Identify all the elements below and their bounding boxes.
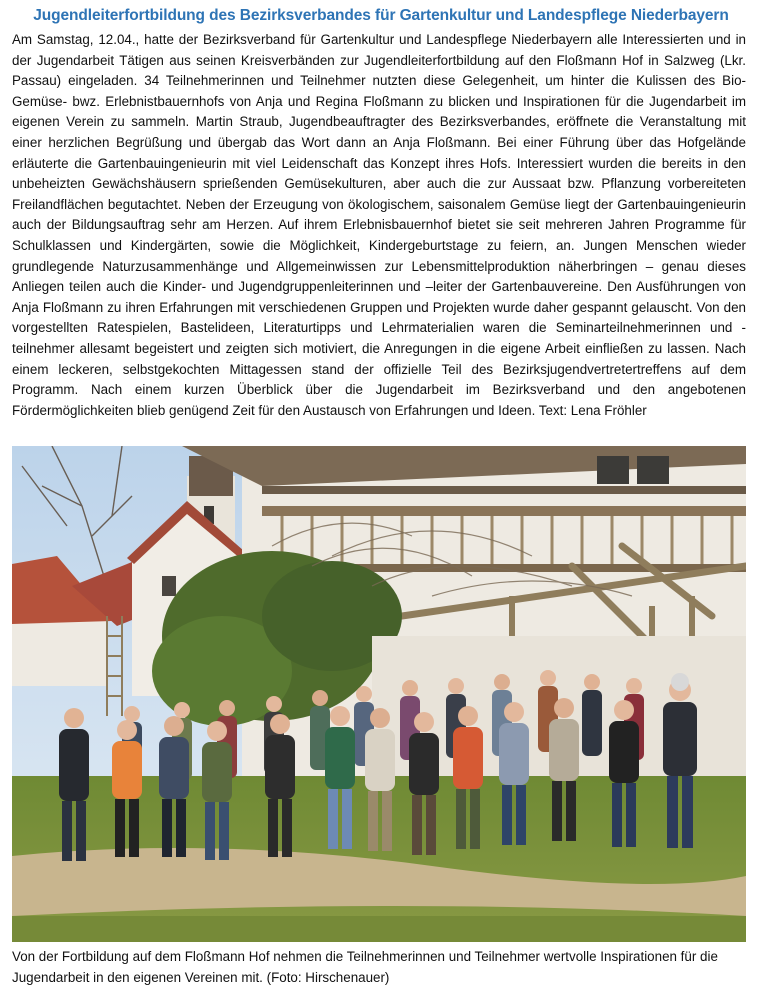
document-title: Jugendleiterfortbildung des Bezirksverbandes für Gartenkultur und Landespflege Niederbayern <box>33 7 729 24</box>
group-photo <box>12 446 746 942</box>
group-photo-illustration <box>12 446 746 942</box>
photo-caption: Von der Fortbildung auf dem Floßmann Hof nehmen die Teilnehmerinnen und Teilnehmer wertvolle Inspirationen für die Jugendarbeit in den eigenen Vereinen mit. (Foto: Hirschenauer) <box>12 949 718 985</box>
article-body: Am Samstag, 12.04., hatte der Bezirksverband für Gartenkultur und Landespflege Niederbayern alle Interessierten und in der Jugendarbeit Tätigen aus seinen Kreisverbänden zur Jugendleiterfortbildung auf den Floßmann Hof in Salzweg (Lkr. Passau) eingeladen. 34 Teilnehmerinnen und Teilnehmer nutzten diese Gelegenheit, um hinter die Kulissen des Bio-Gemüse- bwz. Erlebnistbauernhofs von Anja und Regina Floßmann zu blicken und Inspirationen für die Jugendarbeit im eigenen Verein zu sammeln. Martin Straub, Jugendbeauftragter des Bezirksverbandes, eröffnete die Veranstaltung mit einer herzlichen Begrüßung und übergab das Wort dann an Anja Floßmann. Bei einer Führung über das Hofgelände erläuterte die Gartenbauingenieurin mit viel Leidenschaft das Konzept ihres Hofs. Interessiert wurden die bereits in den unbeheizten Gewächshäusern sprießenden Gemüsekulturen, aber auch die zur Aussaat bzw. Pflanzung vorbereiteten Freilandflächen begutachtet. Neben der Erzeugung von ökologischem, saisonalem Gemüse liegt der Gartenbauingenieurin auch der Bildungsauftrag sehr am Herzen. Auf ihrem Erlebnisbauernhof bietet sie seit mehreren Jahren Programme für Schulklassen und Kindergärten, sowie die Möglichkeit, Kindergeburtstage zu feiern, an. Jungen Menschen wieder grundlegende Naturzusammenhänge und Allgemeinwissen zur Lebensmittelproduktion näherbringen – genau dieses Anliegen teilen auch die Kinder- und Jugendgruppenleiterinnen und –leiter der Gartenbauvereine. Den Ausführungen von Anja Floßmann zu ihren Erfahrungen mit verschiedenen Gruppen und Projekten wurde daher gespannt gelauscht. Von den vorgestellten Ratespielen, Bastelideen, Literaturtipps und Lehrmaterialien waren die Seminarteilnehmerinnen und -teilnehmer allesamt begeistert und zeigten sich motiviert, die Anregungen in die eigene Arbeit einfließen zu lassen. Nach einem leckeren, selbstgekochten Mittagessen stand der offizielle Teil des Bezirksjugendvertretertreffens auf dem Programm. Nach einem kurzen Überblick über die Jugendarbeit im Bezirksverband und den angebotenen Fördermöglichkeiten blieb genügend Zeit für den Austausch von Erfahrungen und Ideen. Text: Lena Fröhler <box>12 32 746 418</box>
